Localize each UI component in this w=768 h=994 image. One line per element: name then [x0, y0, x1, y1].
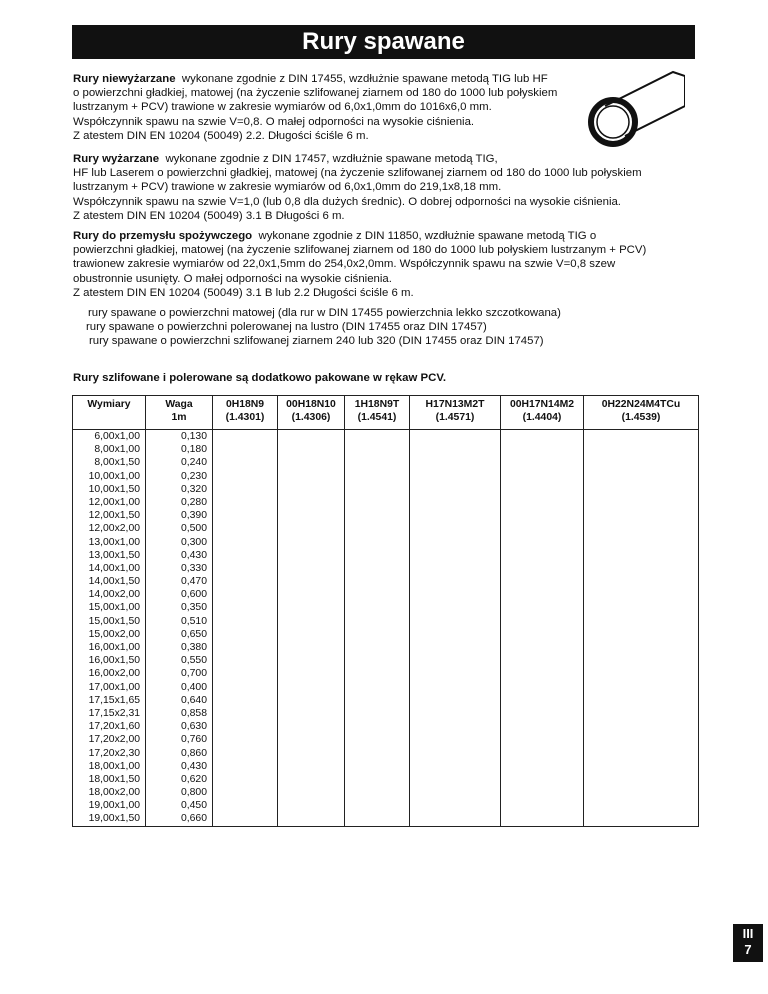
page-title: Rury spawane: [72, 25, 695, 59]
weight-cell: 0,390: [180, 510, 207, 522]
dimension-cell: 18,00x1,00: [88, 760, 140, 772]
weight-cell: 0,800: [180, 787, 207, 799]
dimension-cell: 14,00x1,00: [88, 562, 140, 574]
paragraph-line: Z atestem DIN EN 10204 (50049) 2.2. Długości ściśle 6 m.: [73, 129, 369, 142]
material-column: [410, 430, 501, 827]
paragraph-line: Z atestem DIN EN 10204 (50049) 3.1 B lub 2.2 Długości ściśle 6 m.: [73, 286, 414, 299]
weight-cell: 0,300: [180, 536, 207, 548]
note-line: rury spawane o powierzchni matowej (dla rur w DIN 17455 powierzchnia lekko szczotkowana): [88, 307, 561, 319]
col-material: 0H22N24M4TCu (1.4539): [584, 396, 699, 430]
weight-cell: 0,660: [180, 813, 207, 825]
weight-cell: 0,330: [180, 562, 207, 574]
paragraph-line: Współczynnik spawu na szwie V=1,0 (lub 0,8 dla dużych średnic). O dobrej odporności na wysokie ciśnienia.: [73, 195, 621, 208]
paragraph-line: wykonane zgodnie z DIN 11850, wzdłużnie spawane metodą TIG o: [258, 230, 597, 242]
weight-cell: 0,600: [180, 589, 207, 601]
dimension-cell: 15,00x1,00: [88, 602, 140, 614]
section-number: III: [742, 926, 754, 941]
dimension-cell: 16,00x1,00: [88, 642, 140, 653]
paragraph-food-industry: [73, 229, 646, 300]
weight-cell: 0,400: [180, 681, 207, 693]
paragraph-line: wykonane zgodnie z DIN 17457, wzdłużnie spawane metodą TIG,: [165, 153, 498, 165]
paragraph-line: Współczynnik spawu na szwie V=0,8. O małej odporności na wysokie ciśnienia.: [73, 115, 475, 128]
material-column: [584, 430, 699, 827]
dimension-cell: 19,00x1,50: [88, 813, 140, 825]
material-column: [213, 430, 278, 827]
weight-cell: 0,630: [180, 721, 207, 733]
dimension-cell: 18,00x1,50: [88, 773, 140, 785]
page-badge: [733, 924, 763, 962]
table-body-row: [73, 430, 699, 827]
pipe-table: [72, 395, 699, 827]
weight-cell: 0,230: [180, 470, 207, 482]
paragraph-line: HF lub Laserem o powierzchni gładkiej, matowej (na życzenie szlifowanej ziarnem od 180 do 1000 lub połyskiem: [73, 167, 642, 180]
note-line: rury spawane o powierzchni polerowanej na lustro (DIN 17455 oraz DIN 17457): [86, 321, 487, 333]
weight-cell: 0,858: [180, 707, 207, 719]
dimension-cell: 17,15x2,31: [88, 707, 140, 719]
weight-cell: 0,350: [180, 602, 207, 614]
dimension-cell: 17,15x1,65: [88, 694, 140, 706]
col-material: 00H18N10 (1.4306): [278, 396, 345, 430]
dimension-cell: 17,20x1,60: [88, 721, 140, 733]
paragraph-line: obustronnie usunięty. O małej odporności na wysokie ciśnienia.: [73, 272, 392, 285]
weight-cell: 0,130: [180, 431, 207, 442]
dimension-cell: 10,00x1,00: [88, 470, 140, 482]
dimension-cell: 6,00x1,00: [94, 431, 140, 442]
paragraph-line: powierzchni gładkiej, matowej (na życzenie szlifowanej ziarnem od 180 do 1000 lub połyskiem lustrzanym + PCV): [73, 244, 647, 257]
packing-note: Rury szlifowane i polerowane są dodatkowo pakowane w rękaw PCV.: [73, 372, 447, 384]
col-weight: Waga 1m: [146, 396, 213, 430]
dimension-cell: 10,00x1,50: [88, 483, 140, 495]
weight-cell: 0,550: [180, 655, 207, 667]
weight-cell: 0,280: [180, 496, 207, 508]
weight-cell: 0,640: [180, 694, 207, 706]
dimension-cell: 15,00x1,50: [88, 615, 140, 627]
weight-column: [146, 430, 213, 827]
paragraph-line: trawionew zakresie wymiarów od 22,0x1,5mm do 254,0x2,0mm. Współczynnik spawu na szwie V=0,8 szew: [73, 258, 616, 271]
weight-cell: 0,510: [180, 615, 207, 627]
paragraph-lead: Rury wyżarzane: [73, 153, 160, 165]
material-column: [501, 430, 584, 827]
weight-cell: 0,430: [180, 549, 207, 561]
col-material: H17N13M2T (1.4571): [410, 396, 501, 430]
dimension-cell: 15,00x2,00: [88, 628, 140, 640]
pipe-illustration: [585, 66, 685, 152]
page-number: 7: [744, 942, 752, 957]
table-header-row: [73, 396, 699, 430]
weight-cell: 0,240: [180, 457, 207, 469]
weight-cell: 0,700: [180, 668, 207, 680]
dimension-cell: 13,00x1,00: [88, 536, 140, 548]
col-dimensions: Wymiary: [73, 396, 146, 430]
material-column: [345, 430, 410, 827]
weight-cell: 0,500: [180, 523, 207, 535]
weight-cell: 0,180: [180, 444, 207, 456]
dimension-cell: 8,00x1,50: [94, 457, 140, 469]
dimension-cell: 14,00x2,00: [88, 589, 140, 601]
dimension-cell: 12,00x2,00: [88, 523, 140, 535]
weight-cell: 0,650: [180, 628, 207, 640]
dimension-cell: 17,20x2,30: [88, 747, 140, 759]
paragraph-line: o powierzchni gładkiej, matowej (na życzenie szlifowanej ziarnem od 180 do 1000 lub połyskiem: [73, 87, 558, 100]
paragraph-line: wykonane zgodnie z DIN 17455, wzdłużnie spawane metodą TIG lub HF: [181, 73, 548, 85]
material-column: [278, 430, 345, 827]
dimension-cell: 13,00x1,50: [88, 549, 140, 561]
col-material: 0H18N9 (1.4301): [213, 396, 278, 430]
weight-cell: 0,320: [180, 483, 207, 495]
dimensions-column: [73, 430, 146, 827]
weight-cell: 0,470: [180, 576, 207, 588]
surface-notes: [86, 306, 561, 348]
dimension-cell: 17,00x1,00: [88, 681, 140, 693]
paragraph-line: lustrzanym + PCV) trawione w zakresie wymiarów od 6,0x1,0mm do 1016x6,0 mm.: [73, 101, 492, 114]
paragraph-lead: Rury niewyżarzane: [73, 73, 176, 85]
weight-cell: 0,760: [180, 734, 207, 746]
dimension-cell: 19,00x1,00: [88, 800, 140, 812]
paragraph-line: Z atestem DIN EN 10204 (50049) 3.1 B Długości 6 m.: [73, 209, 345, 222]
weight-cell: 0,860: [180, 747, 207, 759]
dimension-cell: 8,00x1,00: [94, 444, 140, 456]
col-material: 00H17N14M2 (1.4404): [501, 396, 584, 430]
dimension-cell: 16,00x2,00: [88, 668, 140, 680]
paragraph-lead: Rury do przemysłu spożywczego: [73, 230, 253, 242]
note-line: rury spawane o powierzchni szlifowanej ziarnem 240 lub 320 (DIN 17455 oraz DIN 17457): [89, 335, 544, 347]
paragraph-annealed: [73, 152, 642, 223]
dimension-cell: 18,00x2,00: [88, 787, 140, 799]
weight-cell: 0,380: [180, 642, 207, 653]
weight-cell: 0,620: [180, 773, 207, 785]
dimension-cell: 12,00x1,50: [88, 510, 140, 522]
dimension-cell: 12,00x1,00: [88, 496, 140, 508]
dimension-cell: 17,20x2,00: [88, 734, 140, 746]
paragraph-unannealed: [73, 72, 557, 143]
paragraph-line: lustrzanym + PCV) trawione w zakresie wymiarów od 6,0x1,0mm do 219,1x8,18 mm.: [73, 181, 502, 194]
col-material: 1H18N9T (1.4541): [345, 396, 410, 430]
dimension-cell: 16,00x1,50: [88, 655, 140, 667]
weight-cell: 0,450: [180, 800, 207, 812]
dimension-cell: 14,00x1,50: [88, 576, 140, 588]
weight-cell: 0,430: [180, 760, 207, 772]
